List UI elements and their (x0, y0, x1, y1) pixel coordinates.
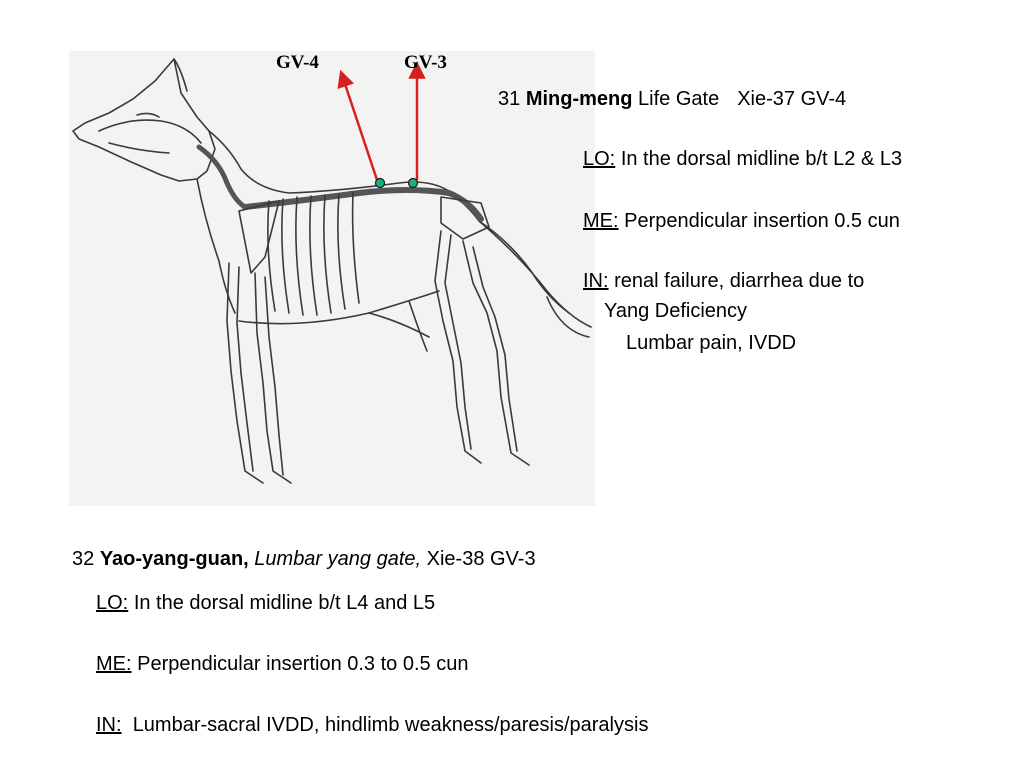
point31-codes: Xie-37 GV-4 (737, 88, 847, 110)
point31-name: Ming-meng (525, 88, 633, 110)
point31-in-text-3: Lumbar pain, IVDD (626, 332, 797, 354)
gv3-point (409, 179, 418, 188)
point32-name: Yao-yang-guan, (99, 548, 249, 570)
point31-location (583, 147, 902, 171)
point32-indication (96, 713, 648, 737)
point31-me-text: Perpendicular insertion 0.5 cun (624, 210, 900, 232)
point31-heading (498, 87, 846, 111)
gv4-marker-label: GV-4 (276, 52, 319, 73)
point31-lo-text: In the dorsal midline b/t L2 & L3 (620, 148, 903, 170)
gv4-point (376, 179, 385, 188)
point32-lo-label: LO: (96, 592, 129, 614)
point31-in-text-2: Yang Deficiency (604, 300, 748, 322)
point32-heading (72, 547, 536, 571)
point31-indication (583, 269, 864, 293)
point32-in-label: IN: (96, 714, 122, 736)
point32-in-text: Lumbar-sacral IVDD, hindlimb weakness/paresis/paralysis (132, 714, 649, 736)
point31-translation: Life Gate (638, 88, 720, 110)
point32-number: 32 (72, 548, 95, 570)
point31-in-text-1: renal failure, diarrhea due to (614, 270, 865, 292)
point32-me-label: ME: (96, 653, 132, 675)
point31-method (583, 209, 900, 233)
point32-lo-text: In the dorsal midline b/t L4 and L5 (133, 592, 436, 614)
gv3-marker-label: GV-3 (404, 52, 447, 73)
point32-codes: Xie-38 GV-3 (426, 548, 536, 570)
point31-in-label: IN: (583, 270, 609, 292)
point32-me-text: Perpendicular insertion 0.3 to 0.5 cun (137, 653, 469, 675)
point31-number: 31 (498, 88, 521, 110)
point31-lo-label: LO: (583, 148, 616, 170)
gv4-arrow (343, 78, 377, 180)
point32-location (96, 591, 435, 615)
point32-method (96, 652, 468, 676)
point32-translation: Lumbar yang gate, (254, 548, 422, 570)
point31-me-label: ME: (583, 210, 619, 232)
